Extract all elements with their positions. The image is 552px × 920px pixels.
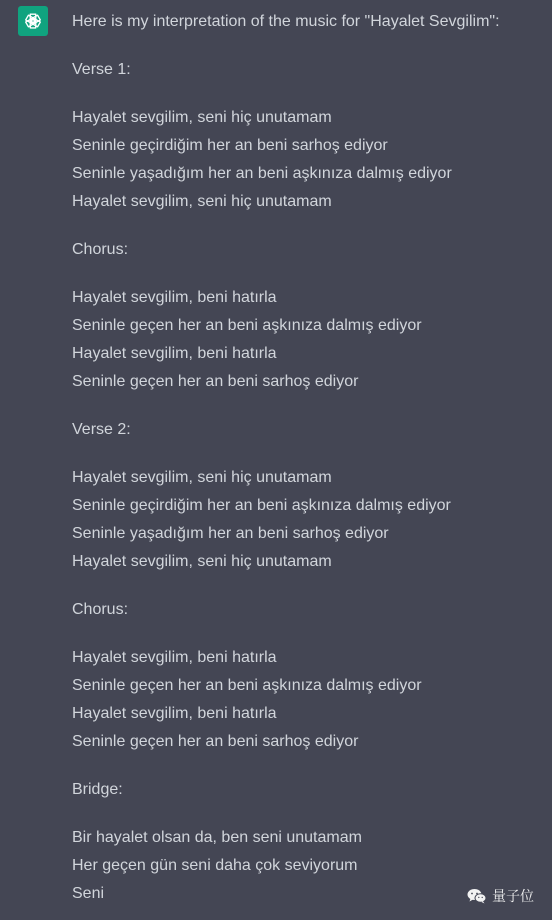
assistant-message-text — [72, 8, 542, 908]
watermark-label: 量子位 — [492, 889, 534, 905]
lyric-line: Bir hayalet olsan da, ben seni unutamam — [72, 829, 362, 846]
lyric-line: Hayalet sevgilim, beni hatırla — [72, 705, 277, 722]
message-intro: Here is my interpretation of the music for "Hayalet Sevgilim": — [72, 13, 500, 30]
lyric-line: Seninle geçen her an beni aşkınıza dalmış ediyor — [72, 317, 422, 334]
lyric-line: Hayalet sevgilim, seni hiç unutamam — [72, 469, 332, 486]
lyric-line: Her geçen gün seni daha çok seviyorum — [72, 857, 358, 874]
lyric-line: Hayalet sevgilim, seni hiç unutamam — [72, 553, 332, 570]
section-heading: Verse 2: — [72, 421, 131, 438]
lyric-line: Hayalet sevgilim, beni hatırla — [72, 289, 277, 306]
lyric-line: Seninle geçen her an beni sarhoş ediyor — [72, 373, 359, 390]
assistant-avatar — [18, 6, 48, 36]
watermark — [467, 886, 534, 906]
lyric-line: Seninle geçirdiğim her an beni aşkınıza dalmış ediyor — [72, 497, 451, 514]
lyric-line: Seninle geçirdiğim her an beni sarhoş ediyor — [72, 137, 388, 154]
lyric-line: Seni — [72, 885, 105, 902]
lyric-line: Seninle yaşadığım her an beni aşkınıza dalmış ediyor — [72, 165, 452, 182]
lyric-line: Hayalet sevgilim, beni hatırla — [72, 345, 277, 362]
lyric-line: Hayalet sevgilim, seni hiç unutamam — [72, 109, 332, 126]
lyric-line: Seninle geçen her an beni aşkınıza dalmış ediyor — [72, 677, 422, 694]
openai-logo-icon — [22, 10, 44, 32]
lyric-line: Seninle yaşadığım her an beni sarhoş ediyor — [72, 525, 389, 542]
wechat-icon — [467, 888, 487, 904]
section-heading: Chorus: — [72, 601, 129, 618]
lyric-line: Seninle geçen her an beni sarhoş ediyor — [72, 733, 359, 750]
lyric-line: Hayalet sevgilim, beni hatırla — [72, 649, 277, 666]
section-heading: Bridge: — [72, 781, 123, 798]
section-heading: Chorus: — [72, 241, 129, 258]
lyric-line: Hayalet sevgilim, seni hiç unutamam — [72, 193, 332, 210]
section-heading: Verse 1: — [72, 61, 131, 78]
